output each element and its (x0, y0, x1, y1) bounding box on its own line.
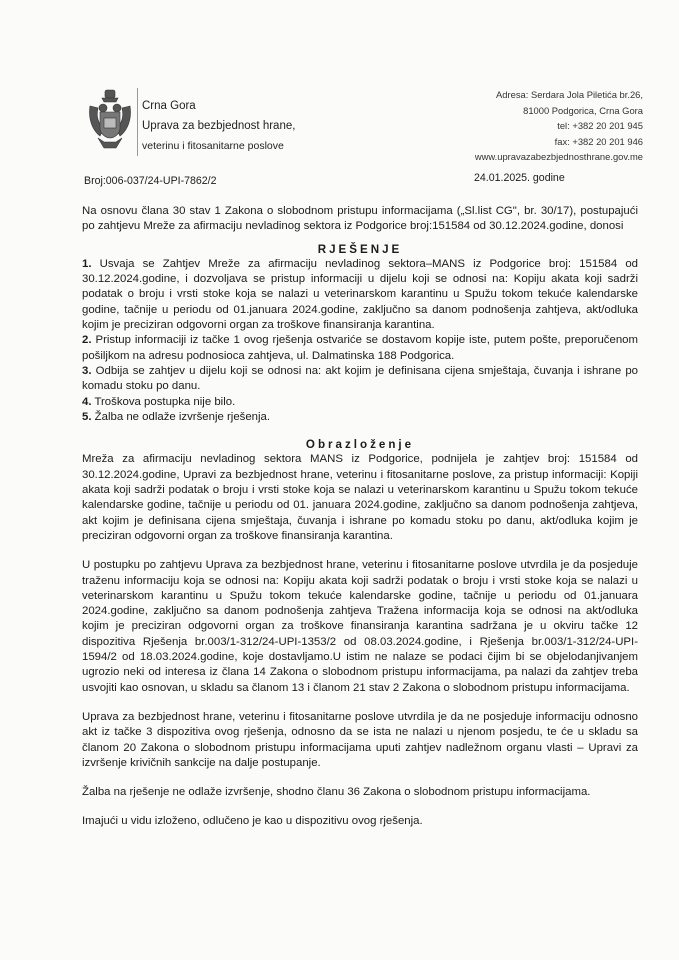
montenegro-coat-of-arms-icon (86, 88, 134, 154)
decision-item: 3. Odbija se zahtjev u dijelu koji se odnosi na: akt kojim je definisana cijena smještaja, čuvanja i ishrane po komadu stoku po danu. (82, 364, 638, 393)
decision-item: 1. Usvaja se Zahtjev Mreže za afirmaciju nevladinog sektora–MANS iz Podgorice broj: 151584 od 30.12.2024.godine, i dozvoljava se pristup informaciji u dijelu koji se odnosi na: Kopiju akata koji sadrži podatak o broju i vrsti stoke koja se nalazi u veterinarskom karantinu u Spužu tokom tekuće kalendarske godine, tačnije u periodu od 01.januara 2024.godine, zaključno sa danom podnošenja zahtjeva, akt/odluka kojim je preciziran odgovorni organ za troškove finansiranja karantina. (82, 257, 638, 332)
reference-number: Broj:006-037/24-UPI-7862/2 (84, 175, 217, 187)
decision-title: RJEŠENJE (317, 242, 403, 256)
address-fax: fax: +382 20 201 946 (554, 135, 643, 147)
org-name-line2: veterinu i fitosanitarne poslove (142, 140, 284, 152)
reasoning-paragraph: Uprava za bezbjednost hrane, veterinu i fitosanitarne poslove utvrdila je da ne posjeduje informaciju odnosno akt iz tačke 3 dispozitiva ovog rješenja, odnosno da se ista ne nalazi u njenom posjedu, te će u skladu sa članom 20 Zakona o slobodnom pristupu informacijama uputi zahtjev nadležnom organu vlasti – Upravi za izvršenje krivičnih sankcije na dalje postupanje. (82, 710, 638, 769)
appeal-paragraph: Žalba na rješenje ne odlaže izvršenje, shodno članu 36 Zakona o slobodnom pristupu informacijama. (82, 786, 591, 799)
address-city: 81000 Podgorica, Crna Gora (523, 104, 643, 116)
address-block (475, 87, 643, 165)
decision-item: 5. Žalba ne odlaže izvršenje rješenja. (82, 410, 271, 423)
address-tel: tel: +382 20 201 945 (557, 120, 643, 132)
address-street: Adresa: Serdara Jola Piletića br.26, (496, 89, 643, 100)
document-date: 24.01.2025. godine (474, 172, 565, 184)
document-body (82, 204, 638, 830)
address-website: www.upravazabezbjednosthrane.gov.me (474, 151, 643, 163)
decision-item: 4. Troškova postupka nije bilo. (82, 395, 236, 408)
country-name: Crna Gora (142, 100, 196, 112)
org-name-line1: Uprava za bezbjednost hrane, (142, 120, 296, 132)
reasoning-title: Obrazloženje (305, 438, 415, 452)
decision-item: 2. Pristup informaciji iz tačke 1 ovog rješenja ostvariće se dostavom kopije iste, putem pošte, preporučenom pošiljkom na adresu podnosioca zahtjeva, ul. Dalmatinska 188 Podgorica. (82, 334, 638, 362)
header-divider (137, 88, 138, 156)
reasoning-paragraph: Mreža za afirmaciju nevladinog sektora MANS iz Podgorice, podnijela je zahtjev broj: 151584 od 30.12.2024.godine, Upravi za bezbjednost hrane, veterinu i fitosanitarne poslove, za pristup informaciji: Kopiji akata koji sadrži podatak o broju i vrsti stoke koja se nalazi u veterinarskom karantinu u Spužu tokom tekuće kalendarske godine, tačnije u periodu od 01. januara 2024.godine, zaključno sa danom podnošenja zahtjeva, akt kojim je definisana cijena smještaja, čuvanja i ishrane po komadu stoku po danu, akt/odluka kojim je preciziran odgovorni organ za troškove finansiranja karantina. (82, 453, 638, 542)
conclusion-paragraph: Imajući u vidu izloženo, odlučeno je kao u dispozitivu ovog rješenja. (82, 815, 423, 828)
decision-items (82, 257, 638, 425)
intro-paragraph: Na osnovu člana 30 stav 1 Zakona o slobodnom pristupu informacijama („Sl.list CG", br. 30/17), postupajući po zahtjevu Mreže za afirmaciju nevladinog sektora iz Podgorice broj:151584 od 30.12.2024.godine, donosi (82, 205, 638, 233)
organization-block (142, 96, 295, 156)
reasoning-paragraph: U postupku po zahtjevu Uprava za bezbjednost hrane, veterinu i fitosanitarne poslove utvrdila je da posjeduje traženu informaciju koja se odnosi na: Kopiju akata koji sadrži podatak o broju i vrsti stoke koja se nalazi u veterinarskom karantinu u Spužu tokom tekuće kalendarske godine, tačnije u periodu od 01.januara 2024.godine, zaključno sa danom podnošenja zahtjeva Tražena informacija koja se odnosi na akt/odluka kojim je preciziran odgovorni organ za troškove finansiranja karantina sadržana je u okviru tačke 12 dispozitiva Rješenja br.003/1-312/24-UPI-1353/2 od 08.03.2024.godine, i Rješenja br.003/1-312/24-UPI-1594/2 od 18.03.2024.godine, koje dostavljamo.U istim ne nalaze se podaci čijim bi se objelodanjivanjem ugrozio neki od interesa iz člana 14 Zakona o slobodnom pristupu informacijama, pa nalazi da zahtjev treba usvojiti kao osnovan, u skladu sa članom 13 i članom 21 stav 2 Zakona o slobodnom pristupu informacijama. (82, 559, 638, 694)
